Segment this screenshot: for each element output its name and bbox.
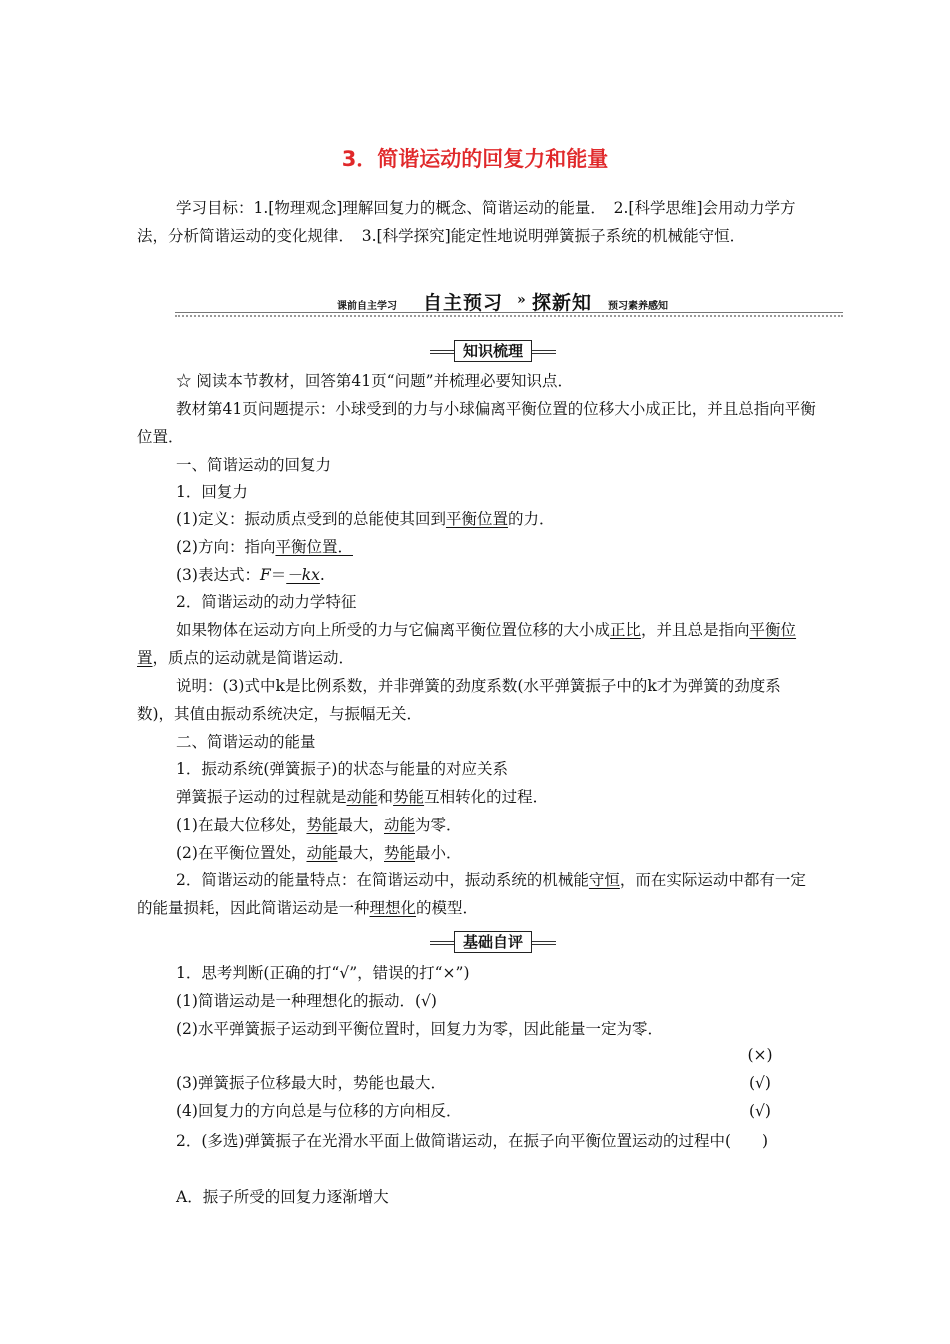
equilibrium-line xyxy=(137,839,817,867)
text: 互相转化的过程． xyxy=(424,788,549,806)
formula: －kx xyxy=(286,566,320,584)
answer-blank xyxy=(286,566,320,584)
statement-4-mark: (√) xyxy=(749,1102,771,1120)
text: 为零． xyxy=(415,816,462,834)
answer-blank: 动能 xyxy=(306,844,338,862)
text: 的模型． xyxy=(416,899,479,917)
banner-dotted-rule xyxy=(175,315,843,317)
text: (2)方向：指向 xyxy=(176,538,276,556)
energy-item-1: 1．振动系统(弹簧振子)的状态与能量的对应关系 xyxy=(176,760,508,778)
item-dynamics: 2．简谐运动的动力学特征 xyxy=(176,593,357,611)
energy-conversion-line xyxy=(137,783,817,811)
statement-1: (1)简谐运动是一种理想化的振动．(√) xyxy=(176,992,437,1010)
text: ＝ xyxy=(270,566,287,584)
reading-instruction: ☆ 阅读本节教材，回答第41页“问题”并梳理必要知识点． xyxy=(176,372,574,390)
formula-symbol: F xyxy=(259,566,271,584)
statement-3-mark: (√) xyxy=(749,1074,771,1092)
text: . xyxy=(319,566,325,584)
text: 弹簧振子运动的过程就是 xyxy=(176,788,347,806)
answer-blank: 平衡位置 xyxy=(137,621,797,667)
answer-blank: 势能 xyxy=(384,844,416,862)
answer-blank: 守恒 xyxy=(588,871,620,889)
text: ，而在实际运动中都有一定的能量损耗，因此简谐运动是一种 xyxy=(137,871,806,917)
banner-right-label: 预习素养感知 xyxy=(608,301,668,312)
banner-separator-icon: » xyxy=(517,292,526,308)
item-restoring-force: 1．回复力 xyxy=(176,483,248,501)
part2-title: 二、简谐运动的能量 xyxy=(176,733,316,751)
direction-line xyxy=(137,533,817,561)
text: ，质点的运动就是简谐运动． xyxy=(152,649,355,667)
question-2: 2．(多选)弹簧振子在光滑水平面上做简谐运动，在振子向平衡位置运动的过程中( ) xyxy=(176,1132,769,1150)
answer-blank: 动能 xyxy=(384,816,416,834)
note-paragraph: 说明：(3)式中k是比例系数，并非弹簧的劲度系数(水平弹簧振子中的k才为弹簧的劲度系数)，其值由振动系统决定，与振幅无关． xyxy=(137,677,781,723)
section-heading-self-test xyxy=(430,931,556,953)
statement-4: (4)回复力的方向总是与位移的方向相反． xyxy=(176,1102,462,1120)
section-banner xyxy=(175,290,843,318)
page-title: 3．简谐运动的回复力和能量 xyxy=(341,147,609,171)
answer-blank: 动能 xyxy=(346,788,378,806)
answer-blank: 正比 xyxy=(610,621,642,639)
text: (2)在平衡位置处， xyxy=(176,844,307,862)
text: 最小． xyxy=(415,844,462,862)
part1-title: 一、简谐运动的回复力 xyxy=(176,456,332,474)
text: (1)在最大位移处， xyxy=(176,816,307,834)
statement-2: (2)水平弹簧振子运动到平衡位置时，回复力为零，因此能量一定为零． xyxy=(176,1020,663,1038)
text: (1)定义：振动质点受到的总能使其回到 xyxy=(176,510,446,528)
text: 最大， xyxy=(337,844,384,862)
answer-blank: 平衡位置 xyxy=(445,510,508,528)
answer-blank: 平衡位置． xyxy=(275,538,353,556)
option-a: A．振子所受的回复力逐渐增大 xyxy=(176,1188,389,1206)
definition-line xyxy=(137,505,817,533)
banner-main-label-2: 探新知 xyxy=(532,292,593,314)
text: 最大， xyxy=(337,816,384,834)
max-displacement-line xyxy=(137,811,817,839)
answer-blank: 势能 xyxy=(393,788,425,806)
energy-feature-paragraph xyxy=(137,866,817,922)
banner-left-label: 课前自主学习 xyxy=(337,301,397,312)
answer-blank: 势能 xyxy=(306,816,338,834)
question-1: 1．思考判断(正确的打“√”，错误的打“×”) xyxy=(176,964,470,982)
answer-blank: 理想化 xyxy=(369,899,417,917)
learning-objectives: 学习目标：1.[物理观念]理解回复力的概念、简谐运动的能量． 2.[科学思维]会用动力学方法，分析简谐运动的变化规律． 3.[科学探究]能定性地说明弹簧振子系统的机械能守恒． xyxy=(137,199,796,245)
text: 如果物体在运动方向上所受的力与它偏离平衡位置位移的大小成 xyxy=(176,621,611,639)
dynamics-paragraph xyxy=(137,616,817,672)
hint-paragraph: 教材第41页问题提示：小球受到的力与小球偏离平衡位置的位移大小成正比，并且总指向平衡位置． xyxy=(137,400,816,446)
text: ，并且总是指向 xyxy=(641,621,750,639)
expression-line xyxy=(137,561,817,589)
text: 2．简谐运动的能量特点：在简谐运动中，振动系统的机械能 xyxy=(176,871,589,889)
statement-2-mark: (×) xyxy=(747,1046,773,1064)
text: (3)表达式： xyxy=(176,566,260,584)
text: 的力． xyxy=(507,510,555,528)
section-heading-label: 基础自评 xyxy=(454,931,532,953)
banner-rule xyxy=(175,312,843,313)
section-heading-knowledge xyxy=(430,340,556,362)
section-heading-label: 知识梳理 xyxy=(454,340,532,362)
statement-3: (3)弹簧振子位移最大时，势能也最大． xyxy=(176,1074,446,1092)
banner-main-label-1: 自主预习 xyxy=(423,292,504,314)
text: 和 xyxy=(377,788,394,806)
